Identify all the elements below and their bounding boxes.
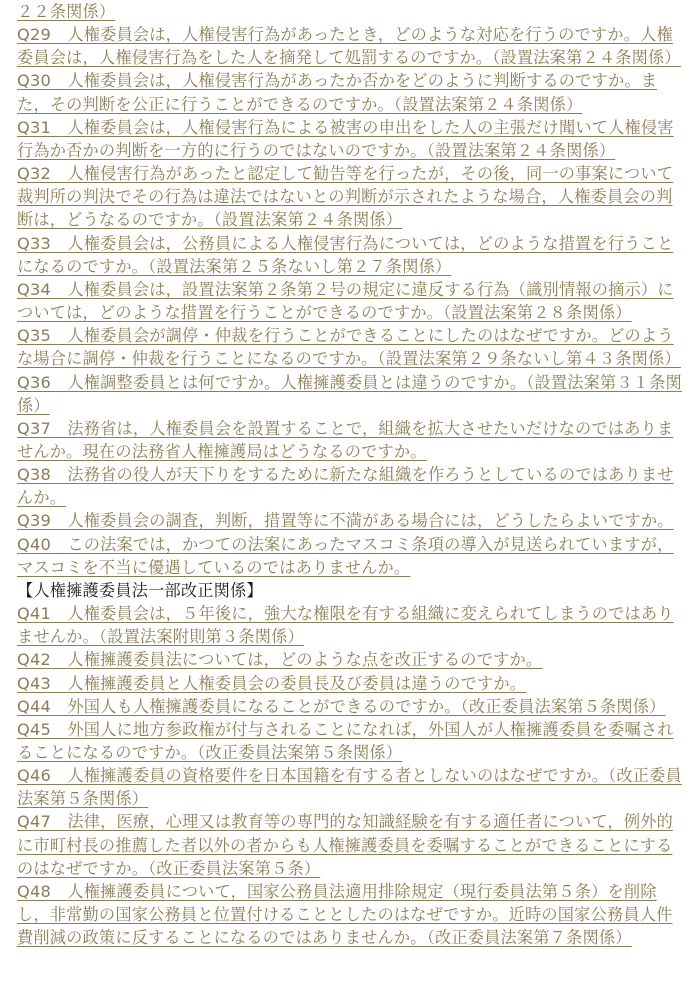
section-heading: 【人権擁護委員法一部改正関係】 <box>17 580 263 600</box>
question-link-q38[interactable]: Q38 法務省の役人が天下りをするために新たな組織を作ろうとしているのではありませんか。 <box>17 465 674 508</box>
question-link-q35[interactable]: Q35 人権委員会が調停・仲裁を行うことができることにしたのはなぜですか。どのような場合に調停・仲裁を行うことになるのですか。（設置法案第２９条ないし第４３条関係） <box>17 326 681 369</box>
question-link-q40[interactable]: Q40 この法案では，かつての法案にあったマスコミ条項の導入が見送られていますが，マスコミを不当に優遇しているのではありませんか。 <box>17 534 674 577</box>
question-link-q28-tail[interactable]: ２２条関係） <box>17 2 116 21</box>
question-link-q32[interactable]: Q32 人権侵害行為があったと認定して勧告等を行ったが，その後，同一の事案について裁判所の判決でその行為は違法ではないとの判断が示されたような場合，人権委員会の判断は，どうなるのですか。（設置法案第２４条関係） <box>17 164 674 230</box>
question-link-q36[interactable]: Q36 人権調整委員とは何ですか。人権擁護委員とは違うのですか。（設置法案第３１条関係） <box>17 372 682 415</box>
question-link-q31[interactable]: Q31 人権委員会は，人権侵害行為による被害の申出をした人の主張だけ聞いて人権侵害行為か否かの判断を一方的に行うのではないのですか。（設置法案第２４条関係） <box>17 117 674 160</box>
question-link-q45[interactable]: Q45 外国人に地方参政権が付与されることになれば，外国人が人権擁護委員を委嘱されることになるのですか。（改正委員法案第５条関係） <box>17 719 674 762</box>
question-link-q39[interactable]: Q39 人権委員会の調査，判断，措置等に不満がある場合には，どうしたらよいですか。 <box>17 511 674 531</box>
question-link-q44[interactable]: Q44 外国人も人権擁護委員になることができるのですか。（改正委員法案第５条関係） <box>17 696 666 716</box>
question-link-q34[interactable]: Q34 人権委員会は，設置法案第２条第２号の規定に違反する行為（識別情報の摘示）については，どのような措置を行うことができるのですか。（設置法案第２８条関係） <box>17 279 674 323</box>
question-link-q42[interactable]: Q42 人権擁護委員法については，どのような点を改正するのですか。 <box>17 650 543 670</box>
question-link-q47[interactable]: Q47 法律，医療，心理又は教育等の専門的な知識経験を有する適任者について，例外的に市町村長の推薦した者以外の者からも人権擁護委員を委嘱することができることにするのはなぜですか。（改正委員法案第５条） <box>17 812 674 878</box>
question-link-q46[interactable]: Q46 人権擁護委員の資格要件を日本国籍を有する者としないのはなぜですか。（改正委員法案第５条関係） <box>17 766 682 809</box>
question-link-q33[interactable]: Q33 人権委員会は，公務員による人権侵害行為については，どのような措置を行うことになるのですか。（設置法案第２５条ないし第２７条関係） <box>17 233 674 276</box>
question-link-q41[interactable]: Q41 人権委員会は，５年後に，強大な権限を有する組織に変えられてしまうのではありませんか。（設置法案附則第３条関係） <box>17 604 674 647</box>
question-link-q30[interactable]: Q30 人権委員会は，人権侵害行為があったか否かをどのように判断するのですか。また，その判断を公正に行うことができるのですか。（設置法案第２４条関係） <box>17 71 658 114</box>
question-link-q29[interactable]: Q29 人権委員会は，人権侵害行為があったとき，どのような対応を行うのですか。人権委員会は，人権侵害行為をした人を摘発して処罰するのですか。（設置法案第２４条関係） <box>17 25 681 68</box>
question-link-q43[interactable]: Q43 人権擁護委員と人権委員会の委員長及び委員は違うのですか。 <box>17 673 527 693</box>
question-link-q48[interactable]: Q48 人権擁護委員について，国家公務員法適用排除規定（現行委員法第５条）を削除し，非常勤の国家公務員と位置付けることとしたのはなぜですか。近時の国家公務員人件費削減の政策に反することになるのではありませんか。（改正委員法案第７条関係） <box>17 881 673 948</box>
question-link-q37[interactable]: Q37 法務省は，人権委員会を設置することで，組織を拡大させたいだけなのではありませんか。現在の法務省人権擁護局はどうなるのですか。 <box>17 418 674 461</box>
